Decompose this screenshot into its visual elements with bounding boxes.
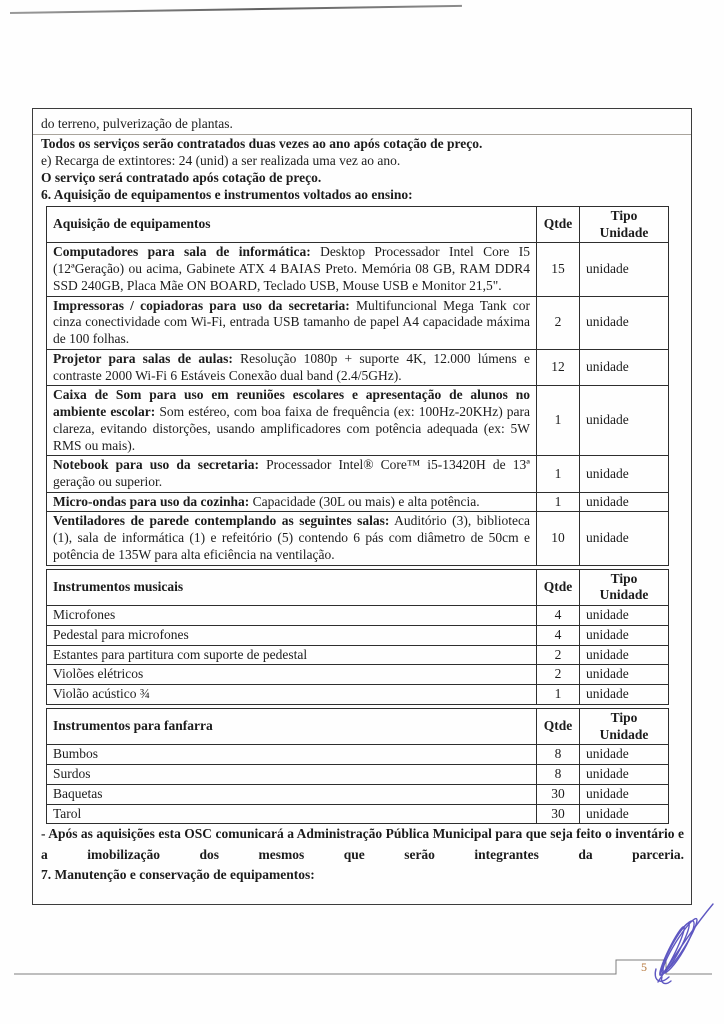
section7-title: 7. Manutenção e conservação de equipamentos: [41,867,315,883]
table-row [47,606,669,626]
item-unit: unidade [580,296,669,349]
table-row [47,645,669,665]
fanfare-table-header-row [47,708,669,744]
item-qty: 2 [537,665,580,685]
item-label: Violões elétricos [47,665,537,685]
table-row [47,665,669,685]
item-description: Impressoras / copiadoras para uso da secretaria: Multifuncional Mega Tank cor cinza conectividade com Wi-Fi, entrada USB tamanho de papel A4 capacidade máxima de 100 folhas. [47,296,537,349]
item-qty: 2 [537,645,580,665]
table-row [47,296,669,349]
item-label: Bumbos [47,745,537,765]
item-qty: 8 [537,765,580,785]
equipment-header-item: Aquisição de equipamentos [47,207,537,243]
item-qty: 15 [537,243,580,296]
item-label: Violão acústico ¾ [47,685,537,705]
page-number: 5 [641,960,647,974]
section6-title: 6. Aquisição de equipamentos e instrumentos voltados ao ensino: [41,187,413,202]
item-qty: 4 [537,606,580,626]
item-unit: unidade [580,606,669,626]
item-unit: unidade [580,685,669,705]
item-qty: 8 [537,745,580,765]
services-note: Todos os serviços serão contratados duas vezes ao ano após cotação de preço. [41,136,483,151]
item-description: Computadores para sala de informática: Desktop Processador Intel Core I5 (12ªGeração) ou acima, Gabinete ATX 4 BAIAS Preto. Memória 08 GB, RAM DDR4 SSD 240GB, Placa Mãe ON BOARD, Teclado USB, Mouse USB e Monitor 21,5". [47,243,537,296]
item-qty: 4 [537,625,580,645]
music-table-header-row [47,569,669,605]
table-row [47,386,669,456]
table-row [47,784,669,804]
inventory-note: - Após as aquisições esta OSC comunicará a Administração Pública Municipal para que seja feito o inventário e a imobilização dos mesmos que serão integrantes da parceria. [41,826,684,863]
item-unit: unidade [580,243,669,296]
item-qty: 1 [537,492,580,512]
item-description: Ventiladores de parede contemplando as seguintes salas: Auditório (3), biblioteca (1), sala de informática (1) e refeitório (5) contendo 6 pás com diâmetro de 50cm e potência de 135W para alta eficiência na ventilação. [47,512,537,565]
item-unit: unidade [580,349,669,385]
table-row [47,349,669,385]
signature-scribble [650,903,720,989]
table-row [47,456,669,492]
item-qty: 10 [537,512,580,565]
item-label: Surdos [47,765,537,785]
item-label: Tarol [47,804,537,824]
equipment-header-unit: Tipo Unidade [580,207,669,243]
table-row [47,765,669,785]
item-unit: unidade [580,784,669,804]
item-label: Baquetas [47,784,537,804]
item-unit: unidade [580,804,669,824]
fanfare-header-item: Instrumentos para fanfarra [47,708,537,744]
item-unit: unidade [580,745,669,765]
item-qty: 30 [537,804,580,824]
scan-artifact-line [10,5,462,14]
fanfare-header-unit: Tipo Unidade [580,708,669,744]
item-label: Estantes para partitura com suporte de pedestal [47,645,537,665]
table-row [47,804,669,824]
item-description: Caixa de Som para uso em reuniões escolares e apresentação de alunos no ambiente escolar: Som estéreo, com boa faixa de frequência (ex: 100Hz-20KHz) para clareza, evitando distorções, usando amplificadores com potência adequada (ex: 5W RMS ou mais). [47,386,537,456]
table-row [47,492,669,512]
table-row [47,685,669,705]
item-unit: unidade [580,512,669,565]
item-unit: unidade [580,492,669,512]
table-row [47,243,669,296]
item-qty: 1 [537,456,580,492]
equipment-table-header-row [47,207,669,243]
item-description: Notebook para uso da secretaria: Processador Intel® Core™ i5-13420H de 13ª geração ou superior. [47,456,537,492]
extinguisher-item: e) Recarga de extintores: 24 (unid) a ser realizada uma vez ao ano. [41,153,401,168]
equipment-header-qty: Qtde [537,207,580,243]
music-header-item: Instrumentos musicais [47,569,537,605]
item-unit: unidade [580,456,669,492]
item-unit: unidade [580,645,669,665]
terrain-line: do terreno, pulverização de plantas. [41,116,233,131]
table-row [47,625,669,645]
item-qty: 2 [537,296,580,349]
item-description: Micro-ondas para uso da cozinha: Capacidade (30L ou mais) e alta potência. [47,492,537,512]
fanfare-header-qty: Qtde [537,708,580,744]
item-qty: 30 [537,784,580,804]
item-qty: 1 [537,685,580,705]
table-row [47,512,669,565]
item-label: Microfones [47,606,537,626]
music-header-unit: Tipo Unidade [580,569,669,605]
table-row [47,745,669,765]
contract-note: O serviço será contratado após cotação de preço. [41,170,322,185]
item-label: Pedestal para microfones [47,625,537,645]
item-description: Projetor para salas de aulas: Resolução 1080p + suporte 4K, 12.000 lúmens e contraste 2000 Wi-Fi 6 Estáveis Conexão dual band (2.4/5GHz). [47,349,537,385]
item-qty: 1 [537,386,580,456]
document-content-frame [32,108,692,905]
item-unit: unidade [580,765,669,785]
item-unit: unidade [580,665,669,685]
equipment-table [46,206,669,566]
item-unit: unidade [580,386,669,456]
musical-instruments-table [46,569,669,705]
music-header-qty: Qtde [537,569,580,605]
fanfare-instruments-table [46,708,669,824]
item-unit: unidade [580,625,669,645]
item-qty: 12 [537,349,580,385]
footer-rule [0,955,724,985]
